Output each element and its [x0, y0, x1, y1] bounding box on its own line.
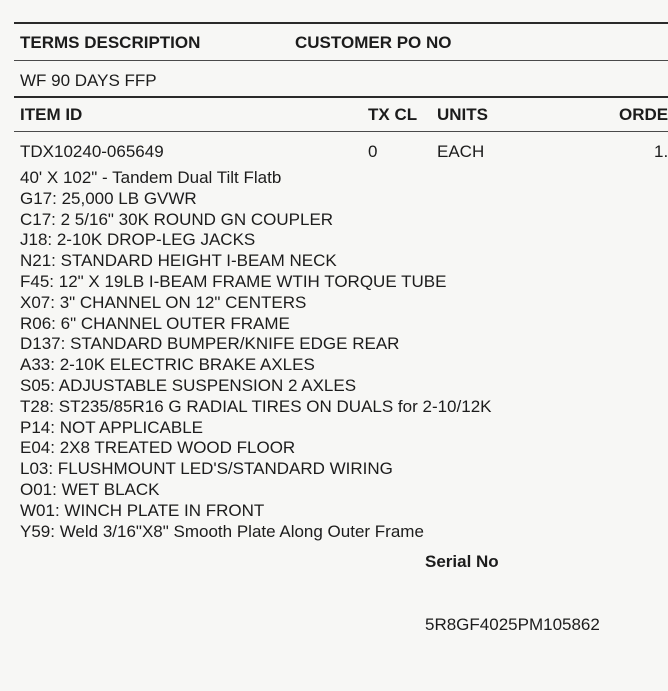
tx-cl-header: TX CL	[368, 105, 418, 124]
terms-description-value: WF 90 DAYS FFP	[20, 71, 157, 90]
description-line: 40' X 102" - Tandem Dual Tilt Flatb	[20, 168, 282, 187]
item-description-block	[20, 168, 491, 542]
order-qty-value: 1.	[654, 142, 668, 161]
description-line: Y59: Weld 3/16"X8" Smooth Plate Along Outer Frame	[20, 521, 424, 541]
description-line: D137: STANDARD BUMPER/KNIFE EDGE REAR	[20, 334, 400, 354]
description-line: E04: 2X8 TREATED WOOD FLOOR	[20, 438, 296, 458]
description-line: X07: 3" CHANNEL ON 12" CENTERS	[20, 292, 307, 312]
item-id-header: ITEM ID	[20, 105, 83, 124]
order-header: ORDE	[619, 105, 668, 124]
terms-description-header: TERMS DESCRIPTION	[20, 33, 201, 52]
description-line: G17: 25,000 LB GVWR	[20, 188, 197, 208]
units-header: UNITS	[437, 105, 488, 124]
customer-po-header: CUSTOMER PO NO	[295, 33, 452, 52]
serial-no-label: Serial No	[425, 552, 499, 571]
tx-cl-value: 0	[368, 142, 378, 161]
top-divider	[14, 22, 668, 24]
description-line: S05: ADJUSTABLE SUSPENSION 2 AXLES	[20, 375, 357, 395]
description-line: P14: NOT APPLICABLE	[20, 417, 203, 437]
item-header-top-divider	[14, 96, 668, 98]
description-line: R06: 6" CHANNEL OUTER FRAME	[20, 313, 290, 333]
description-line: T28: ST235/85R16 G RADIAL TIRES ON DUALS for 2-10/12K	[20, 396, 492, 416]
item-header-divider	[14, 131, 668, 132]
description-line: J18: 2-10K DROP-LEG JACKS	[20, 230, 256, 250]
description-line: L03: FLUSHMOUNT LED'S/STANDARD WIRING	[20, 459, 393, 479]
item-id-value: TDX10240-065649	[20, 142, 164, 161]
description-line: O01: WET BLACK	[20, 479, 160, 499]
description-line: W01: WINCH PLATE IN FRONT	[20, 500, 265, 520]
description-line: C17: 2 5/16" 30K ROUND GN COUPLER	[20, 209, 334, 229]
terms-header-divider	[14, 60, 668, 61]
description-line: F45: 12" X 19LB I-BEAM FRAME WTIH TORQUE TUBE	[20, 271, 447, 291]
serial-no-value: 5R8GF4025PM105862	[425, 615, 600, 634]
description-line: N21: STANDARD HEIGHT I-BEAM NECK	[20, 251, 337, 271]
description-line: A33: 2-10K ELECTRIC BRAKE AXLES	[20, 355, 315, 375]
units-value: EACH	[437, 142, 485, 161]
